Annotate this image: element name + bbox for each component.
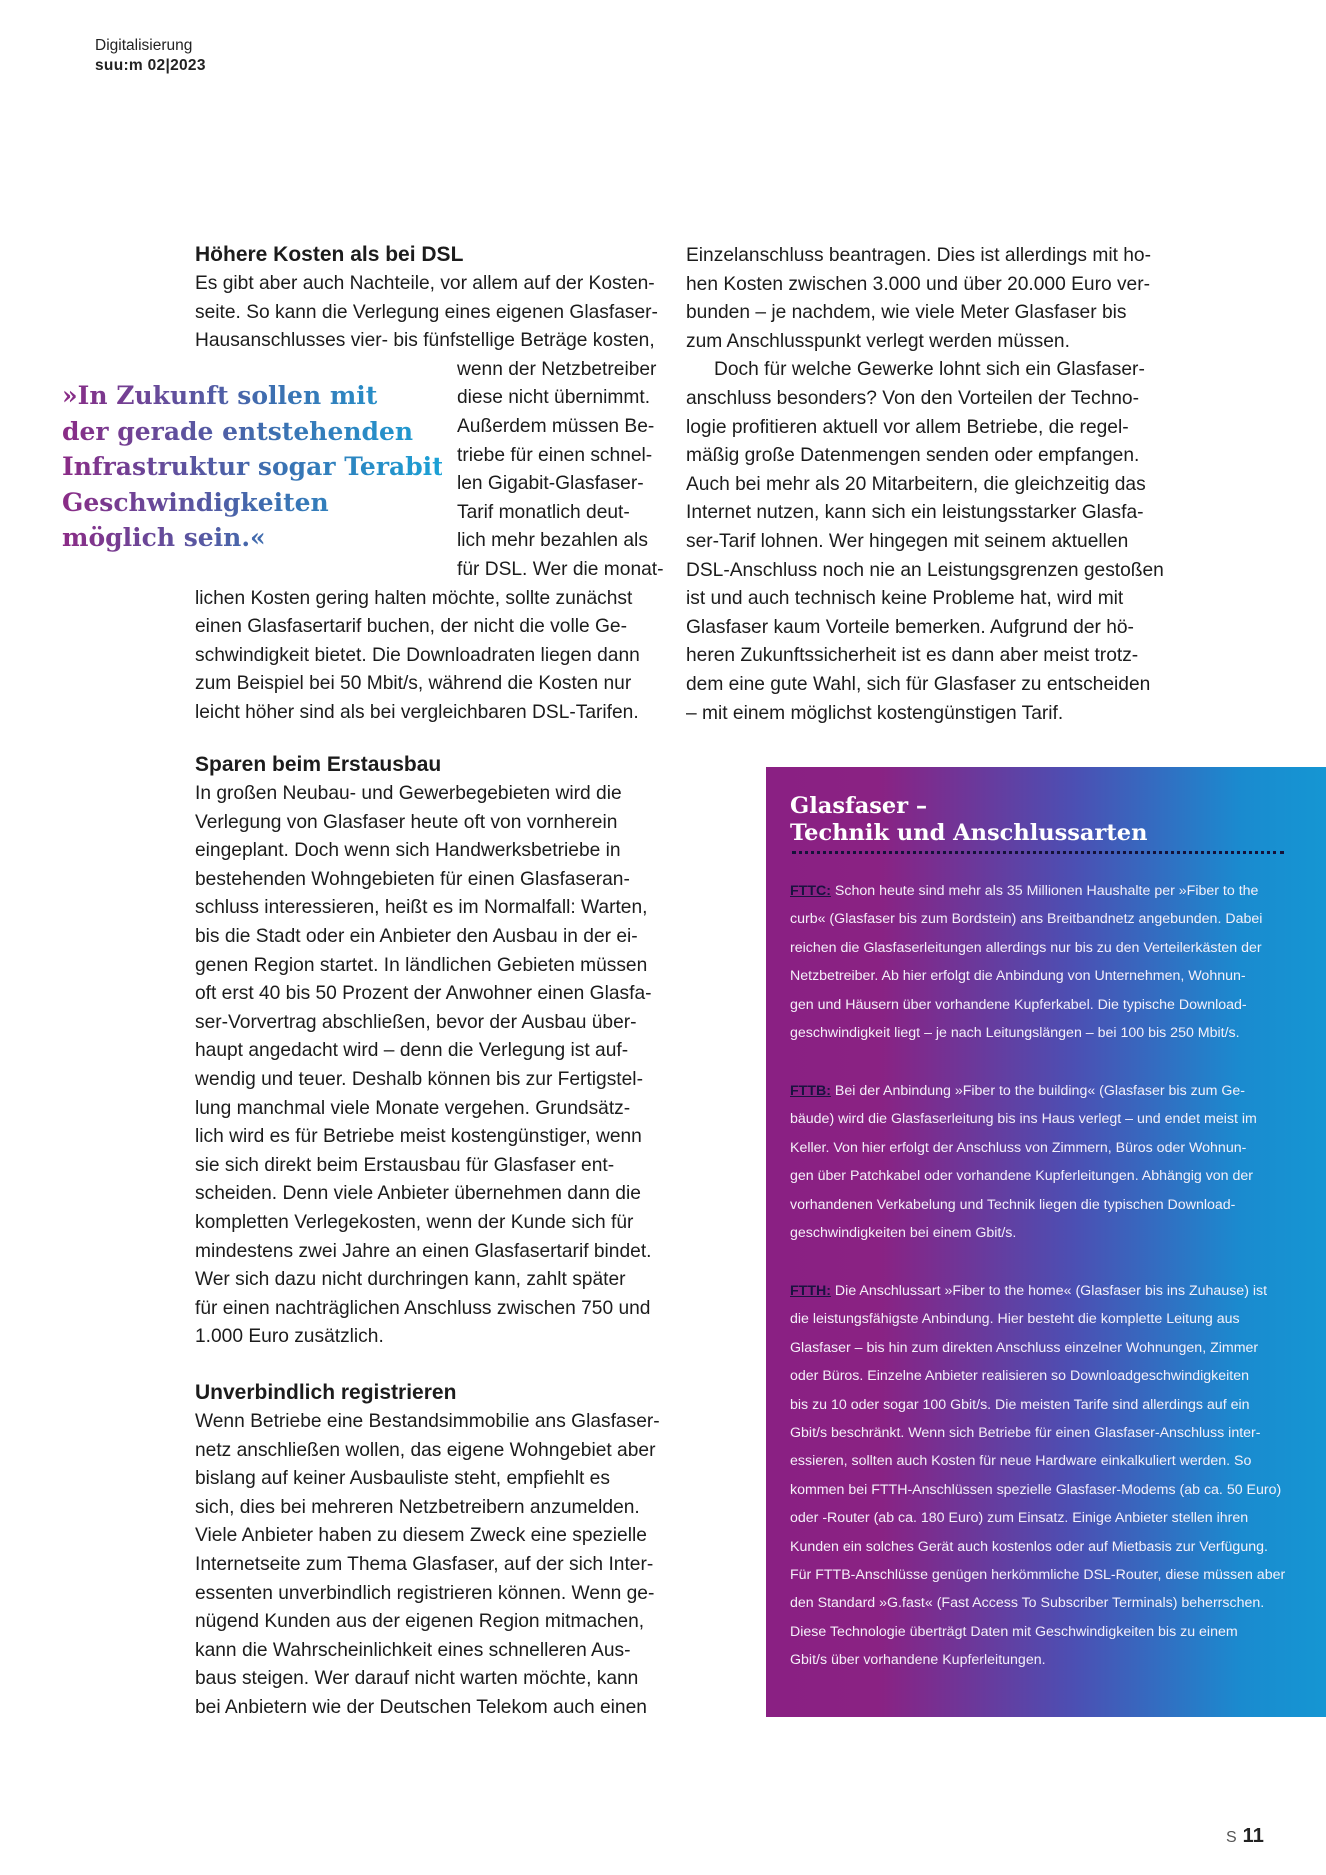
section-label: Digitalisierung — [95, 37, 193, 54]
text-line: seite. So kann die Verlegung eines eigenen Glasfaser- — [195, 301, 658, 323]
section-heading: Sparen beim Erstausbau — [195, 753, 442, 776]
text-line: oft erst 40 bis 50 Prozent der Anwohner einen Glasfa- — [195, 983, 652, 1005]
text-line: ser-Tarif lohnen. Wer hingegen mit seinem aktuellen — [686, 530, 1129, 552]
text-line: anschluss besonders? Von den Vorteilen der Techno- — [686, 387, 1139, 409]
text-line: geschwindigkeiten bei einem Gbit/s. — [790, 1225, 1017, 1242]
text-line: lich wird es für Betriebe meist kostengünstiger, wenn — [195, 1126, 642, 1148]
text-line: essieren, sollten auch Kosten für neue Hardware einkalkuliert werden. So — [790, 1453, 1252, 1470]
text-line: Gbit/s über vorhandene Kupferleitungen. — [790, 1652, 1046, 1669]
section-heading: Höhere Kosten als bei DSL — [195, 243, 464, 266]
text-line: Auch bei mehr als 20 Mitarbeitern, die gleichzeitig das — [686, 473, 1146, 495]
text-line: eingeplant. Doch wenn sich Handwerksbetriebe in — [195, 840, 621, 862]
text-line: Es gibt aber auch Nachteile, vor allem auf der Kosten- — [195, 273, 655, 294]
text-line: – mit einem möglichst kostengünstigen Tarif. — [686, 702, 1064, 724]
quote-line: Geschwindigkeiten — [62, 487, 329, 517]
text-line: kommen bei FTTH-Anschlüssen spezielle Glasfaser-Modems (ab ca. 50 Euro) — [790, 1481, 1282, 1498]
page-header — [95, 36, 206, 76]
text-line: baus steigen. Wer darauf nicht warten möchte, kann — [195, 1668, 639, 1690]
text-line: scheiden. Denn viele Anbieter übernehmen dann die — [195, 1183, 641, 1205]
section-hoehere-kosten — [195, 240, 675, 728]
text-line: DSL-Anschluss noch nie an Leistungsgrenzen gestoßen — [686, 559, 1164, 581]
info-fttc — [790, 877, 1290, 1047]
text-line: den Standard »G.fast« (Fast Access To Subscriber Terminals) beherrschen. — [790, 1595, 1265, 1612]
page-number — [1226, 1824, 1264, 1850]
text-line: oder -Router (ab ca. 180 Euro) zum Einsatz. Einige Anbieter stellen ihren — [790, 1510, 1249, 1527]
text-line: essenten unverbindlich registrieren können. Wenn ge- — [195, 1582, 655, 1604]
page-number-value: 11 — [1242, 1825, 1264, 1847]
text-line: zum Beispiel bei 50 Mbit/s, während die Kosten nur — [195, 673, 632, 695]
text-line: haupt angedacht wird – denn die Verlegung ist auf- — [195, 1040, 629, 1062]
quote-line: der gerade entstehenden — [62, 416, 414, 446]
ftth-label: FTTH: — [790, 1283, 831, 1299]
text-line: Wer sich dazu nicht durchringen kann, zahlt später — [195, 1269, 626, 1291]
text-fragment: Bei der Anbindung »Fiber to the building« (Glasfaser bis zum Ge- — [830, 1083, 1246, 1099]
text-line: vorhandenen Verkabelung und Technik liegen die typischen Download- — [790, 1196, 1236, 1213]
section-paragraph — [195, 270, 675, 728]
text-line: Gbit/s beschränkt. Wenn sich Betriebe für einen Glasfaser-Anschluss inter- — [790, 1425, 1261, 1442]
text-line: zum Anschlusspunkt verlegt werden müssen. — [686, 330, 1070, 352]
text-line: Für FTTB-Anschlüsse genügen herkömmliche DSL-Router, diese müssen aber — [790, 1567, 1286, 1584]
text-line: lichen Kosten gering halten möchte, sollte zunächst — [195, 587, 633, 609]
text-line: einen Glasfasertarif buchen, der nicht die volle Ge- — [195, 616, 627, 638]
section-sparen-erstausbau — [195, 750, 675, 1352]
text-line: heren Zukunftssicherheit ist es dann aber meist trotz- — [686, 645, 1139, 667]
text-line: dem eine gute Wahl, sich für Glasfaser zu entscheiden — [686, 673, 1151, 695]
text-line: len Gigabit-Glasfaser- — [457, 473, 644, 495]
section-paragraph — [686, 356, 1186, 728]
info-fttb — [790, 1077, 1290, 1247]
text-line: mäßig große Datenmengen senden oder empfangen. — [686, 445, 1140, 467]
text-line: Glasfaser kaum Vorteile bemerken. Aufgrund der hö- — [686, 616, 1134, 638]
text-line: In großen Neubau- und Gewerbegebieten wird die — [195, 783, 622, 804]
text-line: Netzbetreiber. Ab hier erfolgt die Anbindung von Unternehmen, Wohnun- — [790, 968, 1246, 985]
text-line: Internet nutzen, kann sich ein leistungsstarker Glasfa- — [686, 502, 1144, 524]
text-line: lung manchmal viele Monate vergehen. Grundsätz- — [195, 1097, 631, 1119]
text-line: sie sich direkt beim Erstausbau für Glasfaser ent- — [195, 1154, 615, 1176]
text-line: curb« (Glasfaser bis zum Bordstein) ans Breitbandnetz angebunden. Dabei — [790, 911, 1263, 928]
text-line: Außerdem müssen Be- — [457, 415, 655, 437]
text-line: bestehenden Wohngebieten für einen Glasfaseran- — [195, 868, 630, 890]
text-line: für DSL. Wer die monat- — [457, 558, 664, 580]
text-line: genen Region startet. In ländlichen Gebieten müssen — [195, 954, 648, 976]
text-line: diese nicht übernimmt. — [457, 387, 651, 409]
text-line: bunden – je nachdem, wie viele Meter Glasfaser bis — [686, 302, 1127, 324]
text-line: kann die Wahrscheinlichkeit eines schnelleren Aus- — [195, 1639, 631, 1661]
text-line: ser-Vorvertrag abschließen, bevor der Ausbau über- — [195, 1011, 637, 1033]
text-line — [790, 877, 1290, 905]
quote-line: »In Zukunft sollen mit — [62, 381, 378, 410]
text-line: mindestens zwei Jahre an einen Glasfasertarif bindet. — [195, 1240, 652, 1262]
text-line: reichen die Glasfaserleitungen allerdings nur bis zu den Verteilerkästen der — [790, 939, 1262, 956]
text-line: für einen nachträglichen Anschluss zwischen 750 und — [195, 1297, 651, 1319]
text-line: netz anschließen wollen, das eigene Wohngebiet aber — [195, 1439, 656, 1461]
section-paragraph — [195, 1408, 675, 1723]
info-box-glasfaser — [766, 767, 1326, 1717]
text-line: bis die Stadt oder ein Anbieter den Ausbau in der ei- — [195, 925, 638, 947]
dotted-divider — [792, 851, 1284, 854]
text-fragment: Schon heute sind mehr als 35 Millionen Haushalte per »Fiber to the — [830, 883, 1259, 899]
text-line: Diese Technologie überträgt Daten mit Geschwindigkeiten bis zu einem — [790, 1623, 1238, 1640]
text-line: gen über Patchkabel oder vorhandene Kupferleitungen. Abhängig von der — [790, 1168, 1254, 1185]
info-ftth — [790, 1277, 1290, 1675]
text-line: logie profitieren aktuell vor allem Betriebe, die regel- — [686, 416, 1129, 438]
text-fragment: Die Anschlussart »Fiber to the home« (Glasfaser bis ins Zuhause) ist — [830, 1283, 1268, 1299]
page-prefix: S — [1226, 1829, 1237, 1846]
text-line: bislang auf keiner Ausbauliste steht, empfiehlt es — [195, 1468, 610, 1490]
fttc-label: FTTC: — [790, 883, 831, 899]
text-line: Glasfaser – bis hin zum direkten Anschluss einzelner Wohnungen, Zimmer — [790, 1339, 1259, 1356]
text-line: Kunden ein solches Gerät auch kostenlos oder auf Mietbasis zur Verfügung. — [790, 1538, 1268, 1555]
section-paragraph — [686, 242, 1186, 356]
text-line: Verlegung von Glasfaser heute oft von vornherein — [195, 811, 618, 833]
text-line: die leistungsfähigste Anbindung. Hier besteht die komplette Leitung aus — [790, 1311, 1240, 1328]
text-line: geschwindigkeit liegt – je nach Leitungslängen – bei 100 bis 250 Mbit/s. — [790, 1025, 1240, 1042]
text-line: bäude) wird die Glasfaserleitung bis ins Haus verlegt – und endet meist im — [790, 1111, 1257, 1128]
text-line: leicht höher sind als bei vergleichbaren DSL-Tarifen. — [195, 701, 639, 723]
title-line: Technik und Anschlussarten — [790, 820, 1148, 846]
text-line: 1.000 Euro zusätzlich. — [195, 1326, 384, 1348]
text-line: oder Büros. Einzelne Anbieter realisieren so Downloadgeschwindigkeiten — [790, 1368, 1250, 1385]
text-line: Hausanschlusses vier- bis fünfstellige Beträge kosten, — [195, 330, 655, 352]
text-line: Viele Anbieter haben zu diesem Zweck eine spezielle — [195, 1525, 647, 1547]
text-line: Wenn Betriebe eine Bestandsimmobilie ans Glasfaser- — [195, 1411, 660, 1432]
text-line: schwindigkeit bietet. Die Downloadraten liegen dann — [195, 644, 640, 666]
section-unverbindlich-registrieren — [195, 1378, 675, 1723]
info-box-title — [790, 793, 1147, 847]
text-line: wenn der Netzbetreiber — [457, 358, 657, 380]
text-line: sich, dies bei mehreren Netzbetreibern anzumelden. — [195, 1496, 640, 1518]
text-line: ist und auch technisch keine Probleme hat, wird mit — [686, 588, 1124, 610]
text-line: lich mehr bezahlen als — [457, 530, 648, 552]
text-line: bis zu 10 oder sogar 100 Gbit/s. Die meisten Tarife sind allerdings auf ein — [790, 1396, 1250, 1413]
text-line: bei Anbietern wie der Deutschen Telekom auch einen — [195, 1696, 647, 1718]
right-column-text — [686, 242, 1186, 728]
text-line: Doch für welche Gewerke lohnt sich ein Glasfaser- — [714, 359, 1145, 381]
text-line — [790, 1277, 1290, 1305]
text-line — [790, 1077, 1290, 1105]
text-line: nügend Kunden aus der eigenen Region mitmachen, — [195, 1611, 645, 1633]
text-line: Einzelanschluss beantragen. Dies ist allerdings mit ho- — [686, 245, 1151, 266]
quote-line: möglich sein.« — [62, 523, 266, 552]
title-line: Glasfaser – — [790, 793, 928, 819]
quote-line: Infrastruktur sogar Terabit- — [62, 452, 455, 481]
text-line: wendig und teuer. Deshalb können bis zur Fertigstel- — [195, 1068, 643, 1090]
text-line: kompletten Verlegekosten, wenn der Kunde sich für — [195, 1211, 634, 1233]
section-heading: Unverbindlich registrieren — [195, 1381, 457, 1404]
section-paragraph — [195, 780, 675, 1352]
text-line: gen und Häusern über vorhandene Kupferkabel. Die typische Download- — [790, 996, 1247, 1013]
issue-label: suu:m 02|2023 — [95, 57, 206, 74]
fttb-label: FTTB: — [790, 1083, 831, 1099]
text-line: Keller. Von hier erfolgt der Anschluss von Zimmern, Büros oder Wohnun- — [790, 1139, 1247, 1156]
text-line: triebe für einen schnel- — [457, 444, 653, 466]
text-line: schluss interessieren, heißt es im Normalfall: Warten, — [195, 897, 648, 919]
text-line: Tarif monatlich deut- — [457, 501, 630, 523]
text-line: Internetseite zum Thema Glasfaser, auf der sich Inter- — [195, 1553, 654, 1575]
text-line: hen Kosten zwischen 3.000 und über 20.000 Euro ver- — [686, 273, 1151, 295]
